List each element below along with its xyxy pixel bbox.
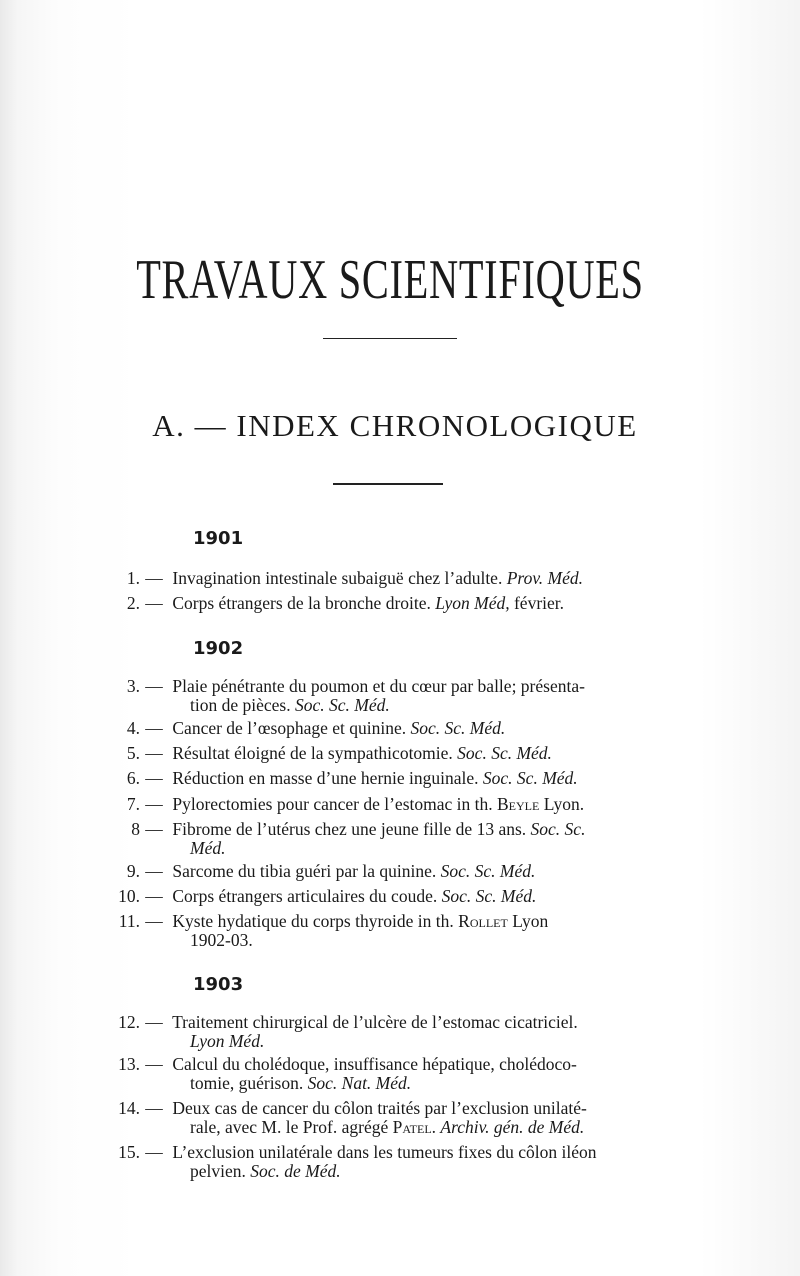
entry-text: Cancer de l’œsophage et quinine. bbox=[172, 718, 407, 738]
entry-continuation: Méd. bbox=[190, 838, 226, 858]
entry-extra: Lyon bbox=[512, 911, 549, 931]
entry-source: Lyon Méd, bbox=[435, 593, 510, 613]
entry-number: 9. bbox=[126, 861, 140, 881]
page-title: TRAVAUX SCIENTIFIQUES bbox=[136, 249, 644, 311]
section-divider bbox=[333, 483, 443, 485]
entry-number: 13. bbox=[118, 1054, 140, 1074]
entry-dash: — bbox=[145, 1142, 163, 1162]
entry-source: Lyon Méd. bbox=[190, 1031, 265, 1051]
entry-source: Prov. Méd. bbox=[506, 568, 584, 588]
entry-continuation: 1902-03. bbox=[190, 930, 253, 950]
entry-text: Plaie pénétrante du poumon et du cœur par balle; présenta- bbox=[172, 676, 585, 696]
entry-number: 6. bbox=[126, 768, 140, 788]
entry-number: 15. bbox=[118, 1142, 140, 1162]
entry-source: Soc. Sc. Méd. bbox=[440, 861, 536, 881]
entry-text: Traitement chirurgical de l’ulcère de l’estomac cicatriciel. bbox=[172, 1012, 578, 1032]
entry-source: Soc. Sc. Méd. bbox=[410, 718, 506, 738]
section-heading: A. — INDEX CHRONOLOGIQUE bbox=[152, 408, 638, 443]
entry-extra: février. bbox=[513, 593, 565, 613]
entry-dash: — bbox=[145, 1054, 163, 1074]
entry-number: 4. bbox=[126, 718, 140, 738]
entry-text: Résultat éloigné de la sympathicotomie. bbox=[172, 743, 453, 763]
entry-source: Soc. Nat. Méd. bbox=[307, 1073, 412, 1093]
list-item bbox=[104, 1013, 684, 1051]
entry-dash: — bbox=[145, 768, 163, 788]
entry-source: Soc. Sc. bbox=[530, 819, 586, 839]
entry-text: Fibrome de l’utérus chez une jeune fille de 13 ans. bbox=[172, 819, 527, 839]
entry-author: Rollet bbox=[458, 911, 508, 931]
entry-number: 3. bbox=[126, 676, 140, 696]
entry-continuation: pelvien. bbox=[190, 1161, 246, 1181]
entry-text: Corps étrangers de la bronche droite. bbox=[172, 593, 431, 613]
entry-extra: Lyon. bbox=[543, 794, 585, 814]
entry-number: 8 bbox=[131, 819, 140, 839]
list-item bbox=[104, 912, 684, 950]
entry-source: Soc. Sc. Méd. bbox=[482, 768, 578, 788]
entry-number: 5. bbox=[126, 743, 140, 763]
entry-number: 7. bbox=[126, 794, 140, 814]
entry-number: 14. bbox=[118, 1098, 140, 1118]
entry-number: 12. bbox=[118, 1012, 140, 1032]
entry-source: Soc. Sc. Méd. bbox=[441, 886, 537, 906]
entry-author: Beyle bbox=[497, 794, 540, 814]
entry-dash: — bbox=[145, 593, 163, 613]
list-item bbox=[104, 569, 684, 588]
entry-source: Soc. Sc. Méd. bbox=[294, 695, 390, 715]
entry-number: 2. bbox=[126, 593, 140, 613]
entry-continuation: rale, avec M. le Prof. agrégé bbox=[190, 1117, 389, 1137]
list-item bbox=[104, 1099, 684, 1137]
entry-text: Réduction en masse d’une hernie inguinale. bbox=[172, 768, 479, 788]
list-item bbox=[104, 594, 684, 613]
entry-text: Kyste hydatique du corps thyroide in th. bbox=[172, 911, 454, 931]
entry-text: L’exclusion unilatérale dans les tumeurs fixes du côlon iléon bbox=[172, 1142, 597, 1162]
title-divider bbox=[323, 338, 457, 339]
entry-dash: — bbox=[145, 676, 163, 696]
entry-source: Soc. Sc. Méd. bbox=[457, 743, 552, 763]
entry-dash: — bbox=[145, 794, 163, 814]
list-item bbox=[104, 1143, 684, 1181]
year-heading-1902: 1902 bbox=[193, 638, 244, 659]
entry-dash: — bbox=[145, 1012, 163, 1032]
entry-number: 10. bbox=[118, 886, 140, 906]
list-item bbox=[104, 887, 684, 906]
year-heading-1903: 1903 bbox=[193, 974, 244, 995]
list-item bbox=[104, 862, 684, 881]
entry-author: Patel. bbox=[392, 1117, 437, 1137]
entry-dash: — bbox=[145, 1098, 163, 1118]
list-item bbox=[104, 820, 684, 858]
entry-dash: — bbox=[145, 819, 163, 839]
entry-text: Invagination intestinale subaiguë chez l’adulte. bbox=[172, 568, 503, 588]
entry-dash: — bbox=[145, 568, 163, 588]
entry-dash: — bbox=[145, 718, 163, 738]
list-item bbox=[104, 719, 684, 738]
entry-dash: — bbox=[145, 911, 163, 931]
list-item bbox=[104, 677, 684, 715]
entry-dash: — bbox=[145, 886, 163, 906]
list-item bbox=[104, 744, 684, 763]
list-item bbox=[104, 795, 684, 814]
entry-dash: — bbox=[145, 861, 163, 881]
entry-text: Calcul du cholédoque, insuffisance hépatique, cholédoco- bbox=[172, 1054, 577, 1074]
entry-number: 11. bbox=[118, 911, 140, 931]
entry-text: Deux cas de cancer du côlon traités par l’exclusion unilaté- bbox=[172, 1098, 587, 1118]
entry-dash: — bbox=[145, 743, 163, 763]
entry-source: Soc. de Méd. bbox=[250, 1161, 341, 1181]
entry-text: Sarcome du tibia guéri par la quinine. bbox=[172, 861, 437, 881]
entry-continuation: tion de pièces. bbox=[190, 695, 291, 715]
list-item bbox=[104, 1055, 684, 1093]
entry-text: Corps étrangers articulaires du coude. bbox=[172, 886, 438, 906]
entry-text: Pylorectomies pour cancer de l’estomac in th. bbox=[172, 794, 493, 814]
list-item bbox=[104, 769, 684, 788]
entry-continuation: tomie, guérison. bbox=[190, 1073, 304, 1093]
entry-number: 1. bbox=[126, 568, 140, 588]
entry-source: Archiv. gén. de Méd. bbox=[440, 1117, 585, 1137]
year-heading-1901: 1901 bbox=[193, 528, 244, 549]
